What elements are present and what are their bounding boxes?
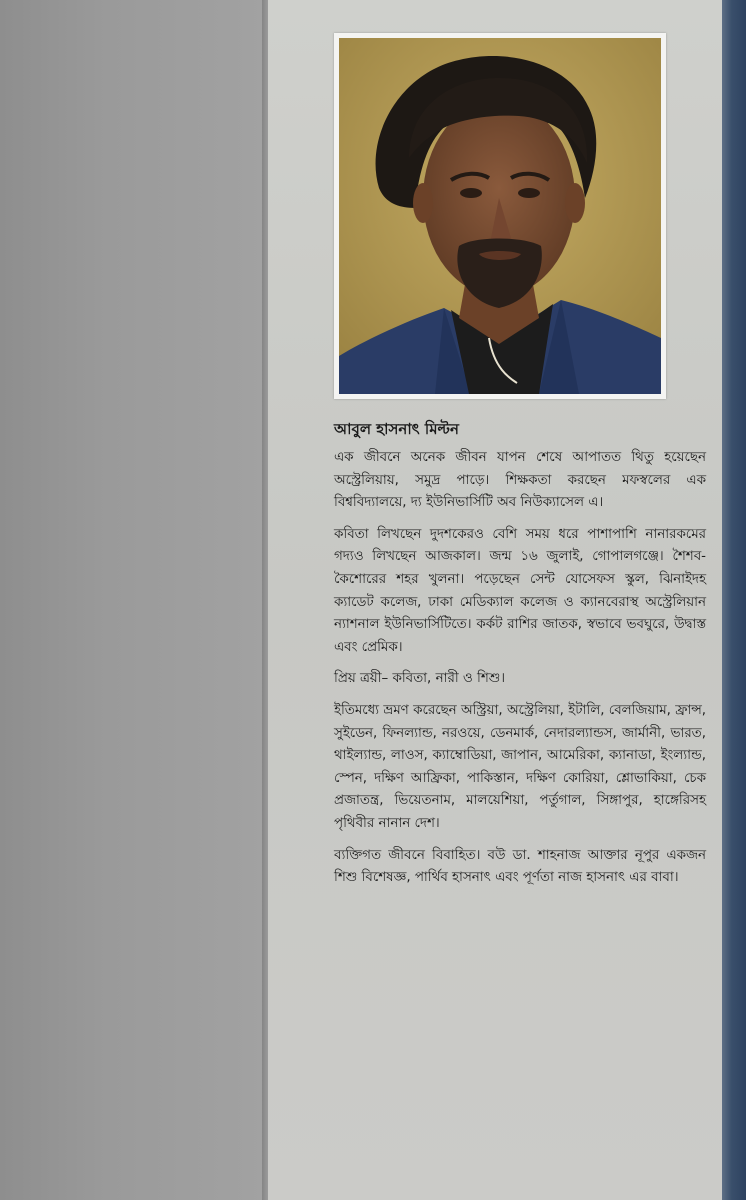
author-name: আবুল হাসনাৎ মিল্টন (334, 420, 459, 438)
bio-paragraph: প্রিয় ত্রয়ী– কবিতা, নারী ও শিশু। (334, 671, 506, 687)
author-bio (334, 447, 706, 899)
cover-edge-strip (722, 0, 746, 1200)
author-portrait-icon (339, 38, 661, 394)
bio-paragraph: ব্যক্তিগত জীবনে বিবাহিত। বউ ডা. শাহনাজ আক্তার নূপুর একজন শিশু বিশেষজ্ঞ, পার্থিব হাসনাৎ এবং পূর্ণতা নাজ হাসনাৎ এর বাবা। (334, 847, 706, 886)
bio-paragraph: ইতিমধ্যে ভ্রমণ করেছেন অস্ট্রিয়া, অস্ট্রেলিয়া, ইটালি, বেলজিয়াম, ফ্রান্স, সুইডেন, ফিনল্যান্ড, নরওয়ে, ডেনমার্ক, নেদারল্যান্ডস, জার্মানী, ভারত, থাইল্যান্ড, লাওস, ক্যাম্বোডিয়া, জাপান, আমেরিকা, ক্যানাডা, ইংল্যান্ড, স্পেন, দক্ষিণ আফ্রিকা, পাকিস্তান, দক্ষিণ কোরিয়া, শ্লোভাকিয়া, চেক প্রজাতন্ত্র, ভিয়েতনাম, মালয়েশিয়া, পর্তুগাল, সিঙ্গাপুর, হাঙ্গেরিসহ পৃথিবীর নানান দেশ। (334, 702, 706, 831)
bio-paragraph: এক জীবনে অনেক জীবন যাপন শেষে আপাতত থিতু হয়েছেন অস্ট্রেলিয়ায়, সমুদ্র পাড়ে। শিক্ষকতা করছেন মফস্বলের এক বিশ্ববিদ্যালয়ে, দ্য ইউনিভার্সিটি অব নিউক্যাসেল এ। (334, 450, 706, 511)
author-photo-frame (334, 33, 666, 399)
book-spine (0, 0, 268, 1200)
bio-paragraph: কবিতা লিখছেন দুদশকেরও বেশি সময় ধরে পাশাপাশি নানারকমের গদ্যও লিখছেন আজকাল। জন্ম ১৬ জুলাই, গোপালগঞ্জে। শৈশব-কৈশোরের শহর খুলনা। পড়েছেন সেন্ট যোসেফস স্কুল, ঝিনাইদহ ক্যাডেট কলেজ, ঢাকা মেডিক্যাল কলেজ ও ক্যানবেরাস্থ অস্ট্রেলিয়ান ন্যাশনাল ইউনিভার্সিটিতে। কর্কট রাশির জাতক, স্বভাবে ভবঘুরে, উদ্বাস্ত এবং প্রেমিক। (334, 526, 706, 655)
